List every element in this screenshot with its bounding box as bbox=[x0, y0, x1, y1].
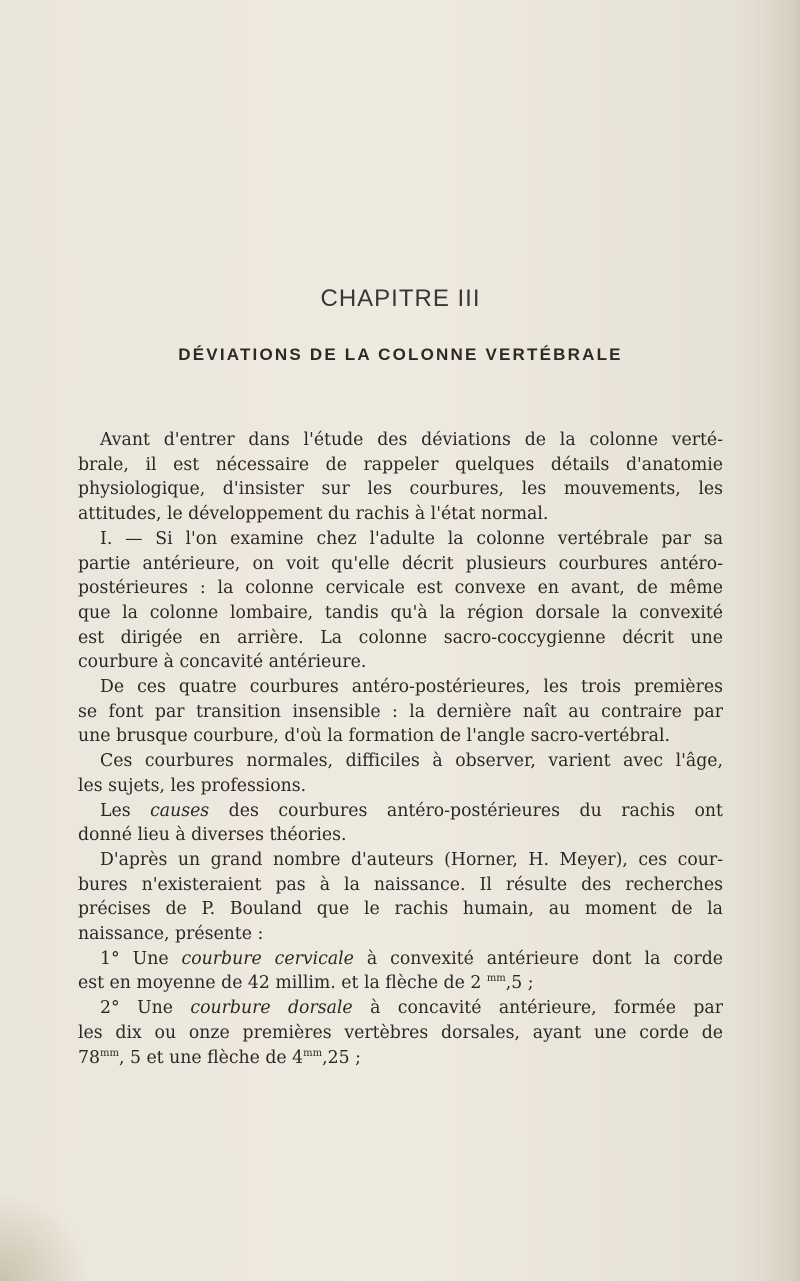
page-corner-shadow bbox=[0, 1191, 90, 1281]
text-line: se font par transition insensible : la dernière naît au contraire par bbox=[78, 701, 723, 722]
text-line bbox=[78, 996, 723, 1021]
text-line: les dix ou onze premières vertèbres dorsales, ayant une corde de bbox=[78, 1022, 723, 1043]
text-fragment: , 5 et une flèche de 4 bbox=[118, 1047, 304, 1068]
text-line: une brusque courbure, d'où la formation de l'angle sacro-vertébral. bbox=[78, 726, 670, 747]
text-fragment: est en moyenne de 42 millim. et la flèche de 2 bbox=[78, 973, 487, 994]
body-text bbox=[78, 428, 723, 1070]
text-line: est dirigée en arrière. La colonne sacro-coccygienne décrit une bbox=[78, 627, 723, 648]
section-heading: DÉVIATIONS DE LA COLONNE VERTÉBRALE bbox=[178, 345, 623, 364]
text-fragment: à convexité antérieure dont la corde bbox=[353, 948, 723, 969]
text-fragment: ,25 ; bbox=[322, 1047, 361, 1068]
text-line bbox=[78, 971, 723, 996]
italic-term: causes bbox=[150, 800, 210, 821]
list-item bbox=[78, 947, 723, 996]
item-number: 1° bbox=[100, 948, 120, 969]
text-fragment: Une bbox=[119, 998, 191, 1019]
text-line bbox=[78, 947, 723, 972]
text-line: physiologique, d'insister sur les courbures, les mouvements, les bbox=[78, 479, 723, 500]
paragraph bbox=[78, 428, 723, 527]
text-line bbox=[78, 1046, 723, 1071]
list-item bbox=[78, 996, 723, 1070]
item-number: 2° bbox=[100, 998, 120, 1019]
paragraph bbox=[78, 799, 723, 848]
unit-superscript: mm bbox=[303, 1047, 323, 1059]
text-line: Avant d'entrer dans l'étude des déviations de la colonne verté- bbox=[100, 430, 723, 450]
text-line: Ces courbures normales, difficiles à observer, varient avec l'âge, bbox=[100, 751, 723, 772]
unit-superscript: mm bbox=[486, 973, 506, 985]
paragraph bbox=[78, 527, 723, 675]
text-line: De ces quatre courbures antéro-postérieures, les trois premières bbox=[100, 677, 723, 698]
text-fragment: 78 bbox=[78, 1047, 100, 1068]
italic-term: courbure dorsale bbox=[190, 998, 353, 1019]
text-line: postérieures : la colonne cervicale est convexe en avant, de même bbox=[78, 578, 723, 599]
text-fragment: à concavité antérieure, formée par bbox=[352, 998, 723, 1019]
paragraph bbox=[78, 749, 723, 798]
text-line: partie antérieure, on voit qu'elle décrit plusieurs courbures antéro- bbox=[78, 553, 723, 574]
page-edge-shadow bbox=[766, 0, 800, 1281]
text-line: D'après un grand nombre d'auteurs (Horner, H. Meyer), ces cour- bbox=[100, 849, 723, 870]
paragraph bbox=[78, 675, 723, 749]
text-line: donné lieu à diverses théories. bbox=[78, 825, 347, 846]
paragraph bbox=[78, 848, 723, 947]
text-line: les sujets, les professions. bbox=[78, 775, 307, 796]
italic-term: courbure cervicale bbox=[181, 948, 354, 969]
text-line: I. — Si l'on examine chez l'adulte la colonne vertébrale par sa bbox=[100, 528, 723, 549]
text-line: courbure à concavité antérieure. bbox=[78, 652, 367, 673]
chapter-title: CHAPITRE III bbox=[320, 285, 481, 312]
text-fragment: des courbures antéro-postérieures du rachis ont bbox=[209, 800, 723, 821]
text-line: bures n'existeraient pas à la naissance. Il résulte des recherches bbox=[78, 874, 723, 895]
text-line bbox=[78, 799, 723, 824]
text-fragment: ,5 ; bbox=[505, 973, 534, 994]
unit-superscript: mm bbox=[100, 1047, 119, 1059]
text-line: que la colonne lombaire, tandis qu'à la région dorsale la convexité bbox=[78, 602, 723, 623]
text-line: précises de P. Bouland que le rachis humain, au moment de la bbox=[78, 899, 723, 920]
text-line: attitudes, le développement du rachis à l'état normal. bbox=[78, 504, 549, 525]
text-line: brale, il est nécessaire de rappeler quelques détails d'anatomie bbox=[78, 454, 723, 475]
text-fragment: Les bbox=[100, 800, 151, 821]
text-fragment: Une bbox=[119, 948, 182, 969]
text-line: naissance, présente : bbox=[78, 924, 264, 945]
